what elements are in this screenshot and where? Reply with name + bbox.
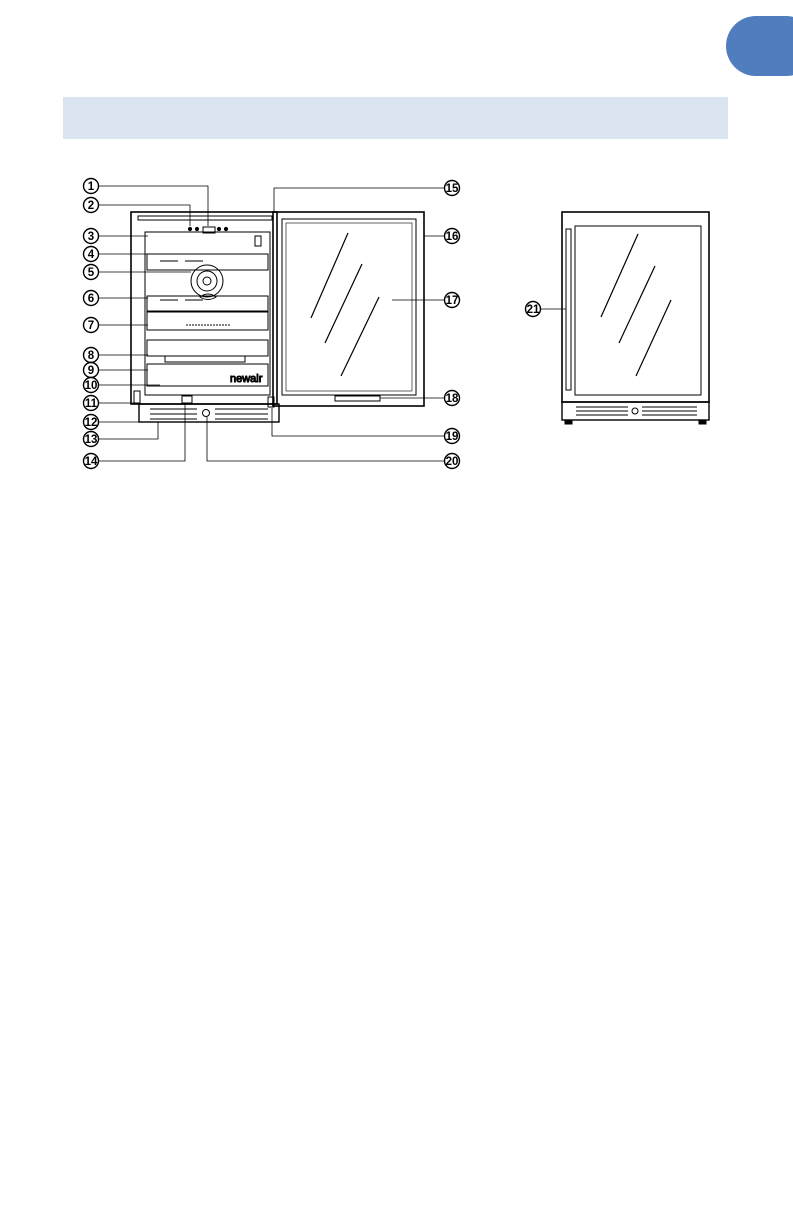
open-unit-drawing <box>131 212 424 422</box>
thermostat-sensor <box>182 396 192 403</box>
control-strip <box>138 216 272 220</box>
callout-4: 4 <box>87 249 95 261</box>
callout-3: 3 <box>87 231 95 243</box>
callout-7: 7 <box>87 320 95 332</box>
leader-lines <box>98 186 566 461</box>
door-hinge-left <box>134 391 140 403</box>
callout-5: 5 <box>87 267 95 279</box>
callout-1: 1 <box>87 181 95 193</box>
foot-left <box>565 420 572 424</box>
callout-13: 13 <box>84 434 98 446</box>
callout-10: 10 <box>84 380 98 392</box>
callout-21: 21 <box>526 304 540 316</box>
callout-8: 8 <box>87 350 95 362</box>
shelf-2 <box>147 296 268 311</box>
callout-labels <box>85 181 540 468</box>
callout-16: 16 <box>445 231 459 243</box>
lock-icon <box>203 410 210 417</box>
door-frame <box>273 212 424 406</box>
foot-right <box>699 420 706 424</box>
callout-11: 11 <box>84 398 98 410</box>
brand-label: newair <box>230 373 263 385</box>
callout-20: 20 <box>445 456 459 468</box>
shelf-1 <box>147 254 268 270</box>
callout-badges <box>84 179 541 469</box>
callout-9: 9 <box>87 365 95 377</box>
callout-18: 18 <box>445 393 459 405</box>
callout-19: 19 <box>445 431 459 443</box>
shelf-3 <box>147 312 268 330</box>
interior-light <box>255 236 261 246</box>
callout-15: 15 <box>445 183 459 195</box>
bottom-shelf <box>165 356 245 362</box>
callout-12: 12 <box>84 417 98 429</box>
callout-17: 17 <box>445 295 459 307</box>
callout-6: 6 <box>87 293 95 305</box>
shelf-4 <box>147 340 268 356</box>
door-handle <box>566 229 571 390</box>
door-handle-bottom <box>335 396 380 401</box>
door-glass <box>282 219 416 395</box>
closed-unit-drawing <box>562 212 709 424</box>
callout-2: 2 <box>87 200 95 212</box>
closed-door-glass <box>575 226 701 395</box>
closed-lock-icon <box>632 408 638 414</box>
callout-14: 14 <box>84 456 98 468</box>
interior-liner <box>145 232 270 395</box>
